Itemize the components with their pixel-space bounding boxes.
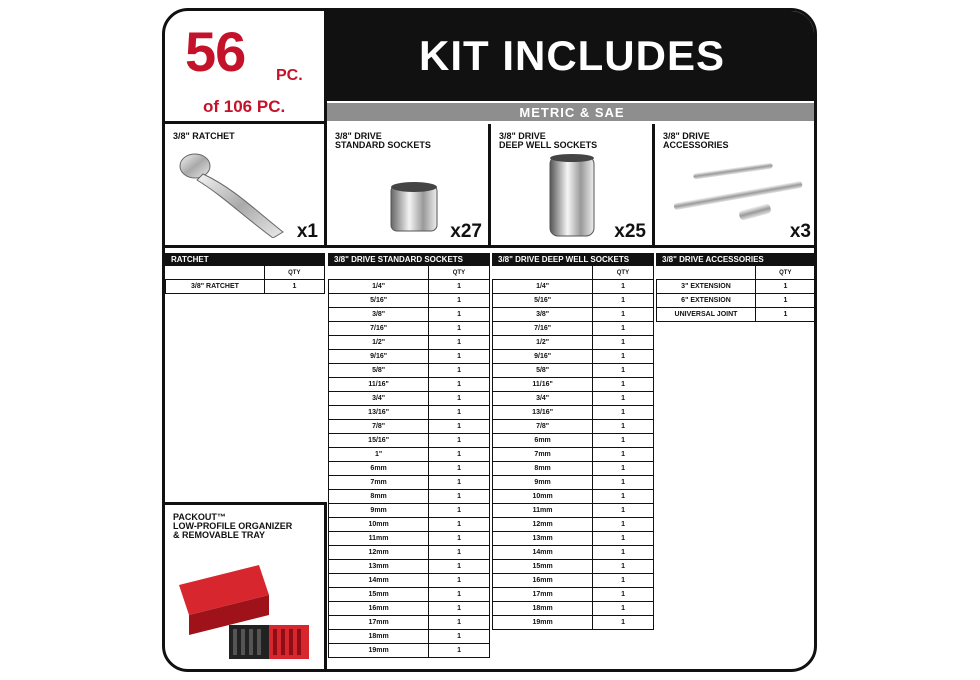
table-row <box>328 518 490 532</box>
item-qty: 1 <box>621 591 626 598</box>
item-name: 6" EXTENSION <box>657 294 756 307</box>
item-qty: 1 <box>621 577 626 584</box>
item-name: 3/8" <box>329 308 429 321</box>
item-name: 3/8" RATCHET <box>166 280 265 293</box>
qty-header-row <box>165 266 325 280</box>
table-row <box>328 560 490 574</box>
item-qty: 1 <box>621 437 626 444</box>
blank-cell <box>165 266 265 279</box>
table-row <box>328 406 490 420</box>
item-qty: 1 <box>621 465 626 472</box>
product-ratchet <box>165 124 327 248</box>
item-qty: 1 <box>457 409 462 416</box>
table-row <box>328 630 490 644</box>
qty-header: QTY <box>616 269 630 276</box>
product-accessories <box>655 124 817 248</box>
product-count: x3 <box>789 221 811 242</box>
table-row <box>492 378 654 392</box>
piece-count-suffix: PC. <box>276 67 303 84</box>
ratchet-image <box>173 148 313 238</box>
table-title: 3/8" DRIVE STANDARD SOCKETS <box>328 253 490 266</box>
table-row <box>328 644 490 658</box>
table-row <box>492 602 654 616</box>
item-qty: 1 <box>457 395 462 402</box>
item-name: 3/8" <box>493 308 593 321</box>
table-row <box>328 392 490 406</box>
table-row <box>492 420 654 434</box>
table-row <box>328 602 490 616</box>
table-row <box>492 462 654 476</box>
product-standard-sockets <box>327 124 491 248</box>
item-name: 18mm <box>329 630 429 643</box>
table-row <box>328 350 490 364</box>
table-row <box>328 336 490 350</box>
table-row <box>328 588 490 602</box>
table-row <box>656 294 816 308</box>
table-row <box>492 532 654 546</box>
table-row <box>492 560 654 574</box>
item-name: 9mm <box>329 504 429 517</box>
table-row <box>328 616 490 630</box>
table-row <box>492 308 654 322</box>
item-name: 9/16" <box>329 350 429 363</box>
accessories-rows <box>656 280 816 322</box>
product-deep-sockets <box>491 124 655 248</box>
item-qty: 1 <box>621 367 626 374</box>
deep-sockets-table <box>492 253 654 630</box>
item-name: 17mm <box>329 616 429 629</box>
table-row <box>492 448 654 462</box>
table-row <box>492 294 654 308</box>
table-row <box>492 518 654 532</box>
item-name: 7/16" <box>493 322 593 335</box>
item-name: 13/16" <box>493 406 593 419</box>
table-row <box>328 280 490 294</box>
table-row <box>492 434 654 448</box>
table-row <box>328 574 490 588</box>
table-row <box>492 476 654 490</box>
item-qty: 1 <box>457 521 462 528</box>
item-qty: 1 <box>457 507 462 514</box>
product-title: 3/8" DRIVE STANDARD SOCKETS <box>335 131 431 150</box>
item-name: 13/16" <box>329 406 429 419</box>
table-row <box>492 504 654 518</box>
product-count: x1 <box>296 221 318 242</box>
item-name: 11/16" <box>329 378 429 391</box>
item-name: 3/4" <box>329 392 429 405</box>
item-qty: 1 <box>457 535 462 542</box>
item-name: 15/16" <box>329 434 429 447</box>
item-qty: 1 <box>783 283 788 290</box>
item-qty: 1 <box>292 283 297 290</box>
item-name: 11mm <box>493 504 593 517</box>
item-name: 7/16" <box>329 322 429 335</box>
item-qty: 1 <box>457 605 462 612</box>
table-row <box>328 462 490 476</box>
table-title: 3/8" DRIVE DEEP WELL SOCKETS <box>492 253 654 266</box>
item-qty: 1 <box>621 479 626 486</box>
item-name: 12mm <box>329 546 429 559</box>
kit-subtitle: METRIC & SAE <box>327 103 817 121</box>
item-name: 1/4" <box>493 280 593 293</box>
product-title: 3/8" DRIVE DEEP WELL SOCKETS <box>499 131 598 150</box>
item-qty: 1 <box>457 437 462 444</box>
item-name: 11mm <box>329 532 429 545</box>
item-qty: 1 <box>457 325 462 332</box>
item-qty: 1 <box>457 339 462 346</box>
blank-cell <box>328 266 429 279</box>
item-name: 5/16" <box>493 294 593 307</box>
item-name: 1/4" <box>329 280 429 293</box>
product-count: x27 <box>450 221 482 242</box>
qty-header: QTY <box>779 269 792 276</box>
item-name: 19mm <box>493 616 593 629</box>
ratchet-rows <box>165 280 325 294</box>
table-row <box>492 364 654 378</box>
table-row <box>328 532 490 546</box>
table-title: RATCHET <box>165 253 325 266</box>
table-row <box>492 616 654 630</box>
item-qty: 1 <box>621 521 626 528</box>
item-qty: 1 <box>621 409 626 416</box>
item-qty: 1 <box>457 619 462 626</box>
item-qty: 1 <box>621 493 626 500</box>
table-row <box>492 490 654 504</box>
item-name: 18mm <box>493 602 593 615</box>
item-qty: 1 <box>621 507 626 514</box>
table-row <box>656 308 816 322</box>
item-qty: 1 <box>457 451 462 458</box>
item-name: 1" <box>329 448 429 461</box>
item-name: 10mm <box>493 490 593 503</box>
item-qty: 1 <box>457 311 462 318</box>
item-name: 13mm <box>329 560 429 573</box>
product-title: 3/8" DRIVE ACCESSORIES <box>663 131 729 150</box>
item-qty: 1 <box>457 633 462 640</box>
deep-socket-image <box>546 152 606 242</box>
item-name: 9mm <box>493 476 593 489</box>
item-name: 5/8" <box>329 364 429 377</box>
item-qty: 1 <box>783 297 788 304</box>
table-row <box>492 336 654 350</box>
product-title: 3/8" RATCHET <box>173 131 235 141</box>
table-row <box>328 476 490 490</box>
item-qty: 1 <box>457 591 462 598</box>
item-qty: 1 <box>457 577 462 584</box>
item-qty: 1 <box>621 297 626 304</box>
item-qty: 1 <box>457 367 462 374</box>
item-name: 16mm <box>493 574 593 587</box>
standard-socket-image <box>387 179 447 239</box>
item-name: UNIVERSAL JOINT <box>657 308 756 321</box>
item-qty: 1 <box>621 381 626 388</box>
item-qty: 1 <box>457 353 462 360</box>
item-name: 19mm <box>329 644 429 657</box>
table-title: 3/8" DRIVE ACCESSORIES <box>656 253 816 266</box>
blank-cell <box>656 266 756 279</box>
standard-sockets-table <box>328 253 490 658</box>
deep-rows <box>492 280 654 630</box>
standard-rows <box>328 280 490 658</box>
item-name: 7/8" <box>329 420 429 433</box>
item-qty: 1 <box>457 647 462 654</box>
qty-header-row <box>492 266 654 280</box>
item-qty: 1 <box>457 297 462 304</box>
item-qty: 1 <box>621 549 626 556</box>
table-row <box>328 490 490 504</box>
item-name: 7/8" <box>493 420 593 433</box>
organizer-image <box>169 555 319 665</box>
item-qty: 1 <box>621 395 626 402</box>
item-name: 5/16" <box>329 294 429 307</box>
item-qty: 1 <box>621 325 626 332</box>
item-name: 14mm <box>329 574 429 587</box>
item-name: 7mm <box>493 448 593 461</box>
table-row <box>492 350 654 364</box>
item-qty: 1 <box>621 311 626 318</box>
blank-cell <box>492 266 593 279</box>
table-row <box>328 364 490 378</box>
item-qty: 1 <box>457 549 462 556</box>
item-name: 16mm <box>329 602 429 615</box>
item-name: 8mm <box>493 462 593 475</box>
table-row <box>492 322 654 336</box>
item-name: 11/16" <box>493 378 593 391</box>
qty-header: QTY <box>288 269 301 276</box>
piece-count: 56 <box>185 20 246 83</box>
table-row <box>492 280 654 294</box>
table-row <box>328 420 490 434</box>
item-qty: 1 <box>457 479 462 486</box>
table-row <box>328 308 490 322</box>
item-name: 1/2" <box>493 336 593 349</box>
qty-header: QTY <box>452 269 466 276</box>
item-name: 6mm <box>493 434 593 447</box>
qty-header-row <box>328 266 490 280</box>
item-qty: 1 <box>457 465 462 472</box>
item-qty: 1 <box>621 353 626 360</box>
table-row <box>165 280 325 294</box>
item-qty: 1 <box>621 423 626 430</box>
table-row <box>328 546 490 560</box>
table-row <box>656 280 816 294</box>
item-name: 7mm <box>329 476 429 489</box>
item-name: 6mm <box>329 462 429 475</box>
item-name: 17mm <box>493 588 593 601</box>
table-row <box>328 448 490 462</box>
item-name: 14mm <box>493 546 593 559</box>
table-row <box>328 378 490 392</box>
item-qty: 1 <box>457 423 462 430</box>
kit-card <box>162 8 817 672</box>
ratchet-table <box>165 253 325 294</box>
item-name: 5/8" <box>493 364 593 377</box>
table-row <box>328 434 490 448</box>
table-row <box>328 294 490 308</box>
item-name: 15mm <box>493 560 593 573</box>
item-qty: 1 <box>621 283 626 290</box>
accessories-table <box>656 253 816 322</box>
item-name: 3/4" <box>493 392 593 405</box>
item-name: 1/2" <box>329 336 429 349</box>
item-name: 15mm <box>329 588 429 601</box>
product-count: x25 <box>614 221 646 242</box>
item-name: 10mm <box>329 518 429 531</box>
table-row <box>492 392 654 406</box>
table-row <box>492 574 654 588</box>
kit-title: KIT INCLUDES <box>327 11 817 101</box>
table-row <box>492 406 654 420</box>
table-row <box>328 504 490 518</box>
item-qty: 1 <box>457 493 462 500</box>
item-name: 12mm <box>493 518 593 531</box>
table-row <box>328 322 490 336</box>
item-name: 3" EXTENSION <box>657 280 756 293</box>
item-qty: 1 <box>457 563 462 570</box>
item-qty: 1 <box>457 381 462 388</box>
packout-box <box>165 502 327 672</box>
table-row <box>492 546 654 560</box>
item-qty: 1 <box>621 339 626 346</box>
piece-count-box <box>165 11 327 124</box>
item-qty: 1 <box>621 619 626 626</box>
qty-header-row <box>656 266 816 280</box>
item-qty: 1 <box>783 311 788 318</box>
item-name: 8mm <box>329 490 429 503</box>
packout-title: PACKOUT™ LOW-PROFILE ORGANIZER & REMOVABLE TRAY <box>173 512 293 540</box>
item-qty: 1 <box>621 605 626 612</box>
item-qty: 1 <box>621 451 626 458</box>
item-qty: 1 <box>621 535 626 542</box>
item-name: 9/16" <box>493 350 593 363</box>
item-name: 13mm <box>493 532 593 545</box>
table-row <box>492 588 654 602</box>
item-qty: 1 <box>457 283 462 290</box>
item-qty: 1 <box>621 563 626 570</box>
piece-total: of 106 PC. <box>203 97 286 116</box>
